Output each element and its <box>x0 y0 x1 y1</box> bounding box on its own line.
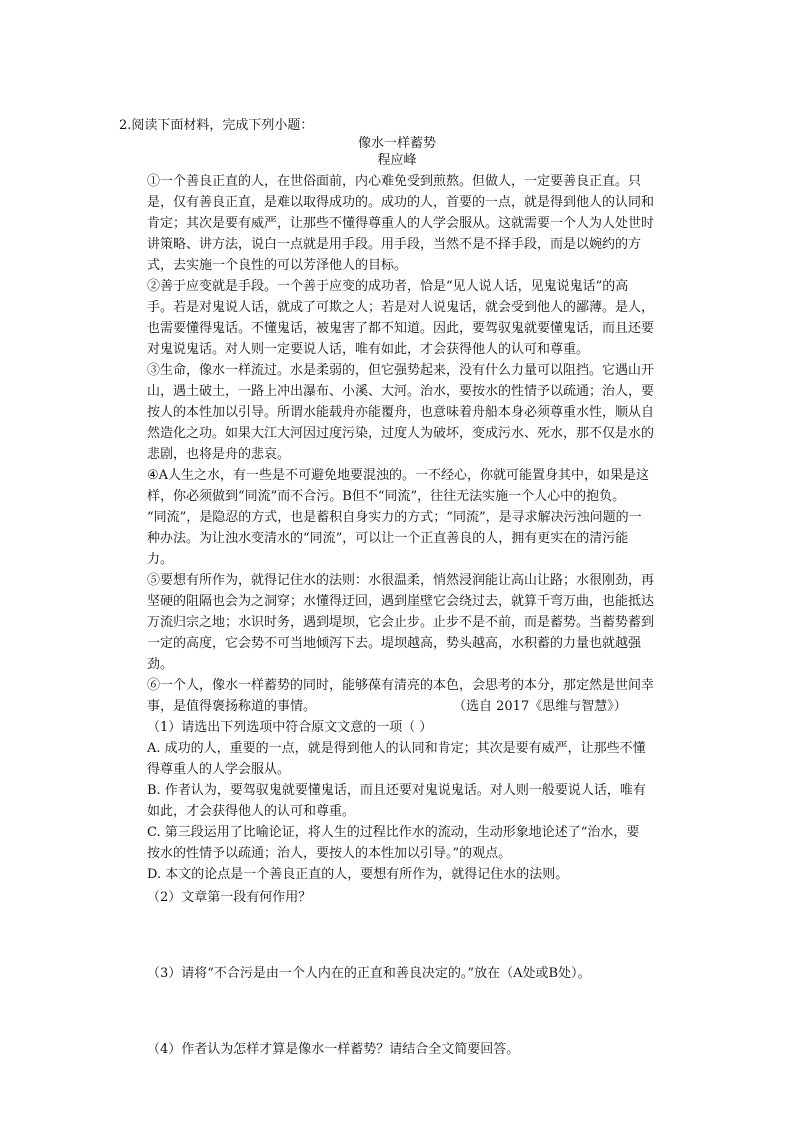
question-2: （2）文章第一段有何作用？ <box>147 890 312 905</box>
passage-line: 事，是值得褒扬称道的事情。 <box>147 699 317 714</box>
passage-line: 对鬼说鬼话。对人则一定要说人话，唯有如此，才会获得他人的认可和尊重。 <box>147 342 590 357</box>
passage-line: 一定的高度，它会势不可当地倾泻下去。堤坝越高，势头越高，水积蓄的力量也就越强 <box>147 636 642 651</box>
passage-line: ⑥一个人，像水一样蓄势的同时，能够葆有清亮的本色，会思考的本分，那定然是世间幸 <box>147 678 655 693</box>
passage-line: 悲剧，也将是舟的悲哀。 <box>147 447 291 462</box>
passage-line: ④A人生之水，有一些是不可避免地要混浊的。一不经心，你就可能置身其中，如果是这 <box>147 468 650 483</box>
question-1-option: C. 第三段运用了比喻论证，将人生的过程比作水的流动，生动形象地论述了“治水，要 <box>147 825 640 840</box>
question-1-option: B. 作者认为，要驾驭鬼就要懂鬼话，而且还要对鬼说鬼话。对人则一般要说人话，唯有 <box>147 783 646 798</box>
passage-line: 山，遇土破土，一路上冲出瀑布、小溪、大河。治水，要按水的性情予以疏通；治人，要 <box>147 384 655 399</box>
question-intro: 2.阅读下面材料，完成下列小题： <box>119 118 314 133</box>
passage-line: 式，去实施一个良性的可以芳泽他人的目标。 <box>147 258 408 273</box>
passage-line: 讲策略、讲方法，说白一点就是用手段。用手段，当然不是不择手段，而是以婉约的方 <box>147 237 642 252</box>
passage-line: 按人的本性加以引导。所谓水能载舟亦能覆舟，也意味着舟船本身必须尊重水性，顺从自 <box>147 405 655 420</box>
question-1-option: A. 成功的人，重要的一点，就是得到他人的认同和肯定；其次是要有威严，让那些不懂 <box>147 741 646 756</box>
passage-line: ①一个善良正直的人，在世俗面前，内心难免受到煎熬。但做人，一定要善良正直。只 <box>147 174 642 189</box>
passage-line: 肯定；其次是要有威严，让那些不懂得尊重人的人学会服从。这就需要一个人为人处世时 <box>147 216 655 231</box>
passage-line: ②善于应变就是手段。一个善于应变的成功者，恰是“见人说人话，见鬼说鬼话”的高 <box>147 279 629 294</box>
passage-line: ③生命，像水一样流过。水是柔弱的，但它强势起来，没有什么力量可以阻挡。它遇山开 <box>147 363 655 378</box>
passage-line: 手。若是对鬼说人话，就成了可欺之人；若是对人说鬼话，就会受到他人的鄙薄。是人， <box>147 300 655 315</box>
article-title: 像水一样蓄势 <box>357 136 436 151</box>
passage-line: 劲。 <box>147 657 174 672</box>
passage-line: “同流”，是隐忍的方式，也是蓄积自身实力的方式；“同流”，是寻求解决污浊问题的一 <box>147 510 642 525</box>
passage-line: 力。 <box>147 552 174 567</box>
question-1-option: 按水的性情予以疏通；治人，要按人的本性加以引导。”的观点。 <box>147 846 512 861</box>
passage-line: 是，仅有善良正直，是难以取得成功的。成功的人，首要的一点，就是得到他人的认同和 <box>147 195 655 210</box>
question-3: （3）请将“不合污是由一个人内在的正直和善良决定的。”放在（A处或B处）。 <box>147 966 591 981</box>
question-1-option: D. 本文的论点是一个善良正直的人，要想有所作为，就得记住水的法则。 <box>147 867 569 882</box>
question-4: （4）作者认为怎样才算是像水一样蓄势？请结合全文简要回答。 <box>147 1042 520 1057</box>
question-1-stem: （1）请选出下列选项中符合原文文意的一项（ ） <box>147 720 433 735</box>
passage-line: 样，你必须做到“同流”而不合污。B但不“同流”，往往无法实施一个人心中的抱负。 <box>147 489 626 504</box>
passage-line: 坚硬的阻隔也会为之洞穿；水懂得迂回，遇到崖壁它会绕过去，就算千弯万曲，也能抵达 <box>147 594 655 609</box>
passage-line: ⑤要想有所作为，就得记住水的法则：水很温柔，悄然浸润能让高山让路；水很刚劲，再 <box>147 573 655 588</box>
question-1-option: 得尊重人的人学会服从。 <box>147 762 291 777</box>
source-citation: （选自 2017《思维与智慧》） <box>453 699 627 714</box>
passage-line: 然造化之功。如果大江大河因过度污染，过度人为破坏，变成污水、死水，那不仅是水的 <box>147 426 655 441</box>
passage-line: 种办法。为让浊水变清水的“同流”，可以让一个正直善良的人，拥有更实在的清污能 <box>147 531 629 546</box>
passage-line: 也需要懂得鬼话。不懂鬼话，被鬼害了都不知道。因此，要驾驭鬼就要懂鬼话，而且还要 <box>147 321 655 336</box>
question-1-option: 如此，才会获得他人的认可和尊重。 <box>147 804 356 819</box>
passage-line: 万流归宗之地；水识时务，遇到堤坝，它会止步。止步不是不前，而是蓄势。当蓄势蓄到 <box>147 615 655 630</box>
article-author: 程应峰 <box>377 153 417 168</box>
